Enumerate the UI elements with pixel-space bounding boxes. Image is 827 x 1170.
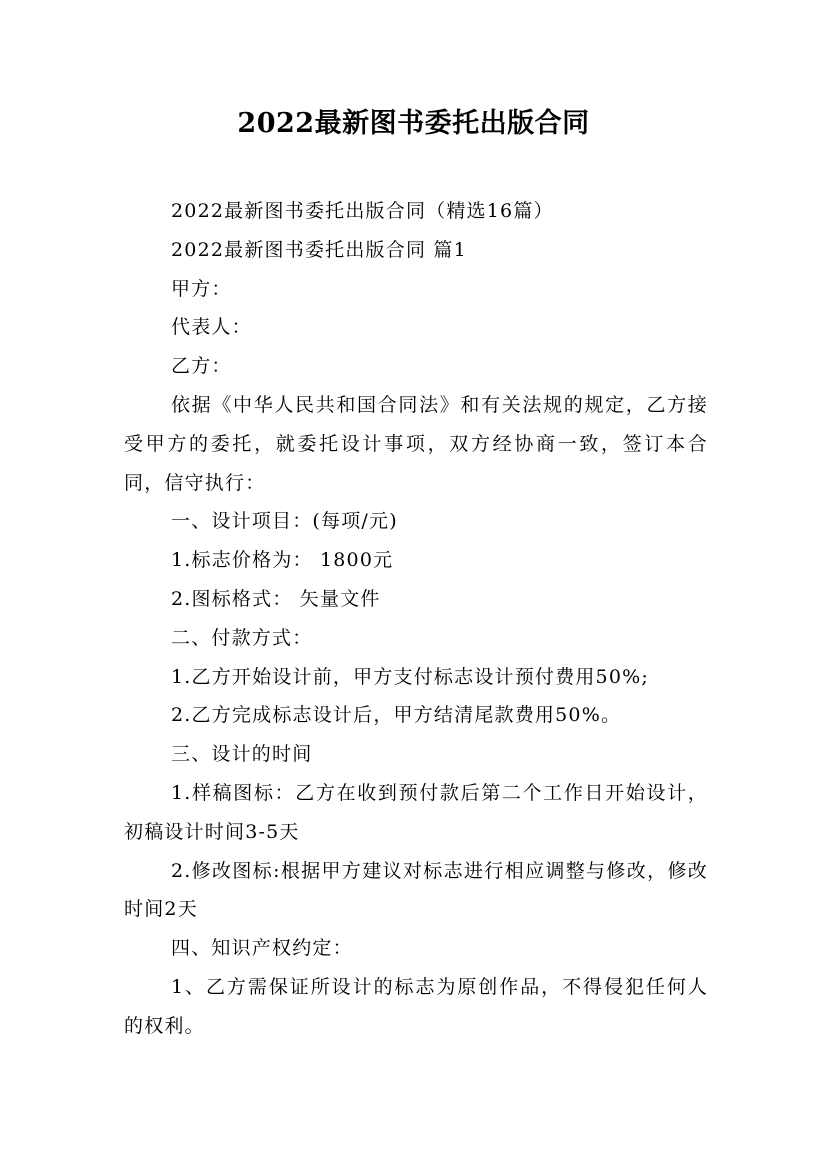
paragraph-logo-price: 1.标志价格为： 1800元 (171, 549, 394, 572)
paragraph-revision-time: 2.修改图标:根据甲方建议对标志进行相应调整与修改，修改时间2天 (124, 859, 708, 921)
paragraph-representative: 代表人： (171, 316, 252, 339)
paragraph-draft-time: 1.样稿图标：乙方在收到预付款后第二个工作日开始设计，初稿设计时间3-5天 (124, 781, 708, 843)
paragraph-section-heading: 2022最新图书委托出版合同 篇1 (171, 238, 467, 261)
paragraph-party-a: 甲方： (171, 277, 232, 300)
paragraph-subtitle: 2022最新图书委托出版合同（精选16篇） (171, 200, 554, 222)
paragraph-party-b: 乙方： (171, 355, 232, 378)
paragraph-icon-format: 2.图标格式： 矢量文件 (171, 587, 381, 610)
paragraph-time-heading: 三、设计的时间 (171, 743, 313, 766)
document-body (124, 192, 708, 1046)
paragraph-ip-originality: 1、乙方需保证所设计的标志为原创作品，不得侵犯任何人的权利。 (124, 975, 708, 1037)
document-title: 2022最新图书委托出版合同 (237, 108, 590, 139)
paragraph-ip-heading: 四、知识产权约定： (171, 937, 353, 960)
paragraph-payment-advance: 1.乙方开始设计前，甲方支付标志设计预付费用50%; (171, 665, 649, 688)
paragraph-payment-heading: 二、付款方式： (171, 626, 313, 649)
paragraph-design-items-heading: 一、设计项目：(每项/元) (171, 510, 398, 533)
paragraph-payment-final: 2.乙方完成标志设计后，甲方结清尾款费用50%。 (171, 704, 622, 727)
paragraph-preamble: 依据《中华人民共和国合同法》和有关法规的规定，乙方接受甲方的委托，就委托设计事项，双方经协商一致，签订本合同，信守执行： (124, 393, 708, 494)
